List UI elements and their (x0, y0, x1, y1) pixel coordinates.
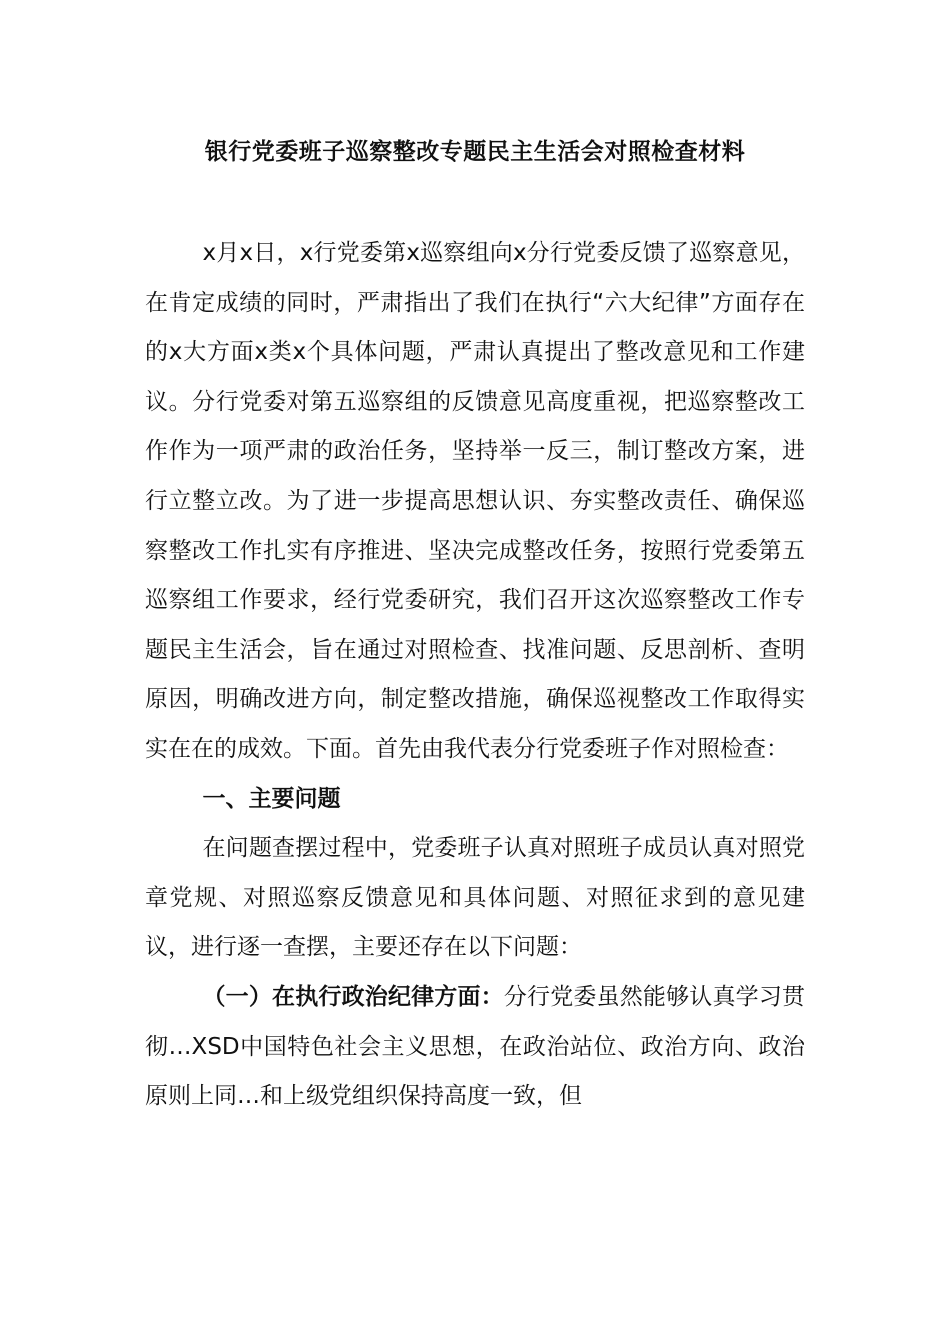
subsection-label: （一）在执行政治纪律方面： (202, 983, 504, 1010)
document-title: 银行党委班子巡察整改专题民主生活会对照检查材料 (204, 139, 746, 165)
section-paragraph: 在问题查摆过程中，党委班子认真对照班子成员认真对照党章党规、对照巡察反馈意见和具体问题、对照征求到的意见建议，进行逐一查摆，主要还存在以下问题： (145, 835, 805, 961)
subsection-paragraph (145, 973, 805, 1122)
document-body (145, 229, 805, 1122)
section-heading: 一、主要问题 (202, 785, 341, 812)
subsection-text: 分行党委虽然能够认真学习贯彻…XSD中国特色社会主义思想，在政治站位、政治方向、政治原则上同…和上级党组织保持高度一致，但 (145, 983, 806, 1110)
intro-paragraph: x月x日，x行党委第x巡察组向x分行党委反馈了巡察意见，在肯定成绩的同时，严肃指出了我们在执行“六大纪律”方面存在的x大方面x类x个具体问题，严肃认真提出了整改意见和工作建议。分行党委对第五巡察组的反馈意见高度重视，把巡察整改工作作为一项严肃的政治任务，坚持举一反三，制订整改方案，进行立整立改。为了进一步提高思想认识、夯实整改责任、确保巡察整改工作扎实有序推进、坚决完成整改任务，按照行党委第五巡察组工作要求，经行党委研究，我们召开这次巡察整改工作专题民主生活会，旨在通过对照检查、找准问题、反思剖析、查明原因，明确改进方向，制定整改措施，确保巡视整改工作取得实实在在的成效。下面。首先由我代表分行党委班子作对照检查： (145, 240, 805, 762)
